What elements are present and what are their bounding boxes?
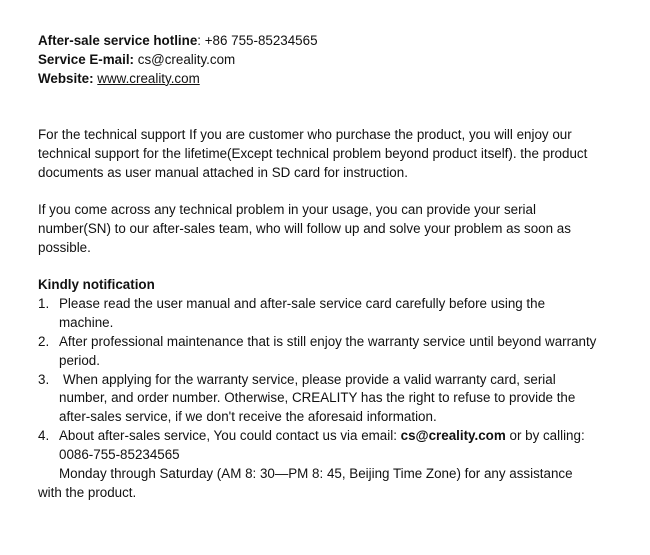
list-item-number: 3. <box>38 371 50 387</box>
list-item <box>38 427 598 503</box>
notification-section <box>38 276 598 503</box>
website-line <box>38 70 318 89</box>
list-item-text: When applying for the warranty service, please provide a valid warranty card, serial number, and order number. Otherwise, CREALITY has the right to refuse to provide the after-sales service, if we don't receive the aforesaid information. <box>59 371 576 425</box>
email-line <box>38 51 318 70</box>
email-label: Service E-mail: <box>38 51 135 67</box>
hotline-line <box>38 32 318 51</box>
service-hours-tail: with the product. <box>38 484 137 500</box>
list-item-text-after: or by calling: <box>505 428 585 444</box>
list-item <box>38 333 598 371</box>
hotline-value: : +86 755-85234565 <box>197 33 318 48</box>
support-paragraph: For the technical support If you are customer who purchase the product, you will enjoy our technical support for the lifetime(Except technical problem beyond product itself). the product documents as user manual attached in SD card for instruction. <box>38 127 588 180</box>
list-item <box>38 295 598 333</box>
list-item-text: Please read the user manual and after-sale service card carefully before using the machine. <box>59 295 546 330</box>
contact-block <box>38 32 318 89</box>
list-item-text: About after-sales service, You could contact us via email: <box>59 428 401 444</box>
support-phone: 0086-755-85234565 <box>59 447 180 463</box>
email-value: cs@creality.com <box>134 51 236 67</box>
problem-paragraph: If you come across any technical problem in your usage, you can provide your serial number(SN) to our after-sales team, who will follow up and solve your problem as soon as possible. <box>38 202 571 255</box>
service-hours: Monday through Saturday (AM 8: 30—PM 8: 45, Beijing Time Zone) for any assistance <box>59 466 573 482</box>
notification-title: Kindly notification <box>38 277 155 292</box>
notification-list <box>38 295 598 503</box>
list-item-text: After professional maintenance that is still enjoy the warranty service until beyond warranty period. <box>59 333 597 368</box>
list-item-number: 2. <box>38 333 50 349</box>
list-item <box>38 371 598 428</box>
support-email: cs@creality.com <box>400 428 506 444</box>
website-link[interactable]: www.creality.com <box>97 70 200 86</box>
list-item-number: 1. <box>38 295 50 311</box>
website-label: Website: <box>38 70 94 86</box>
list-item-number: 4. <box>38 428 50 444</box>
hotline-label: After-sale service hotline <box>38 33 198 48</box>
